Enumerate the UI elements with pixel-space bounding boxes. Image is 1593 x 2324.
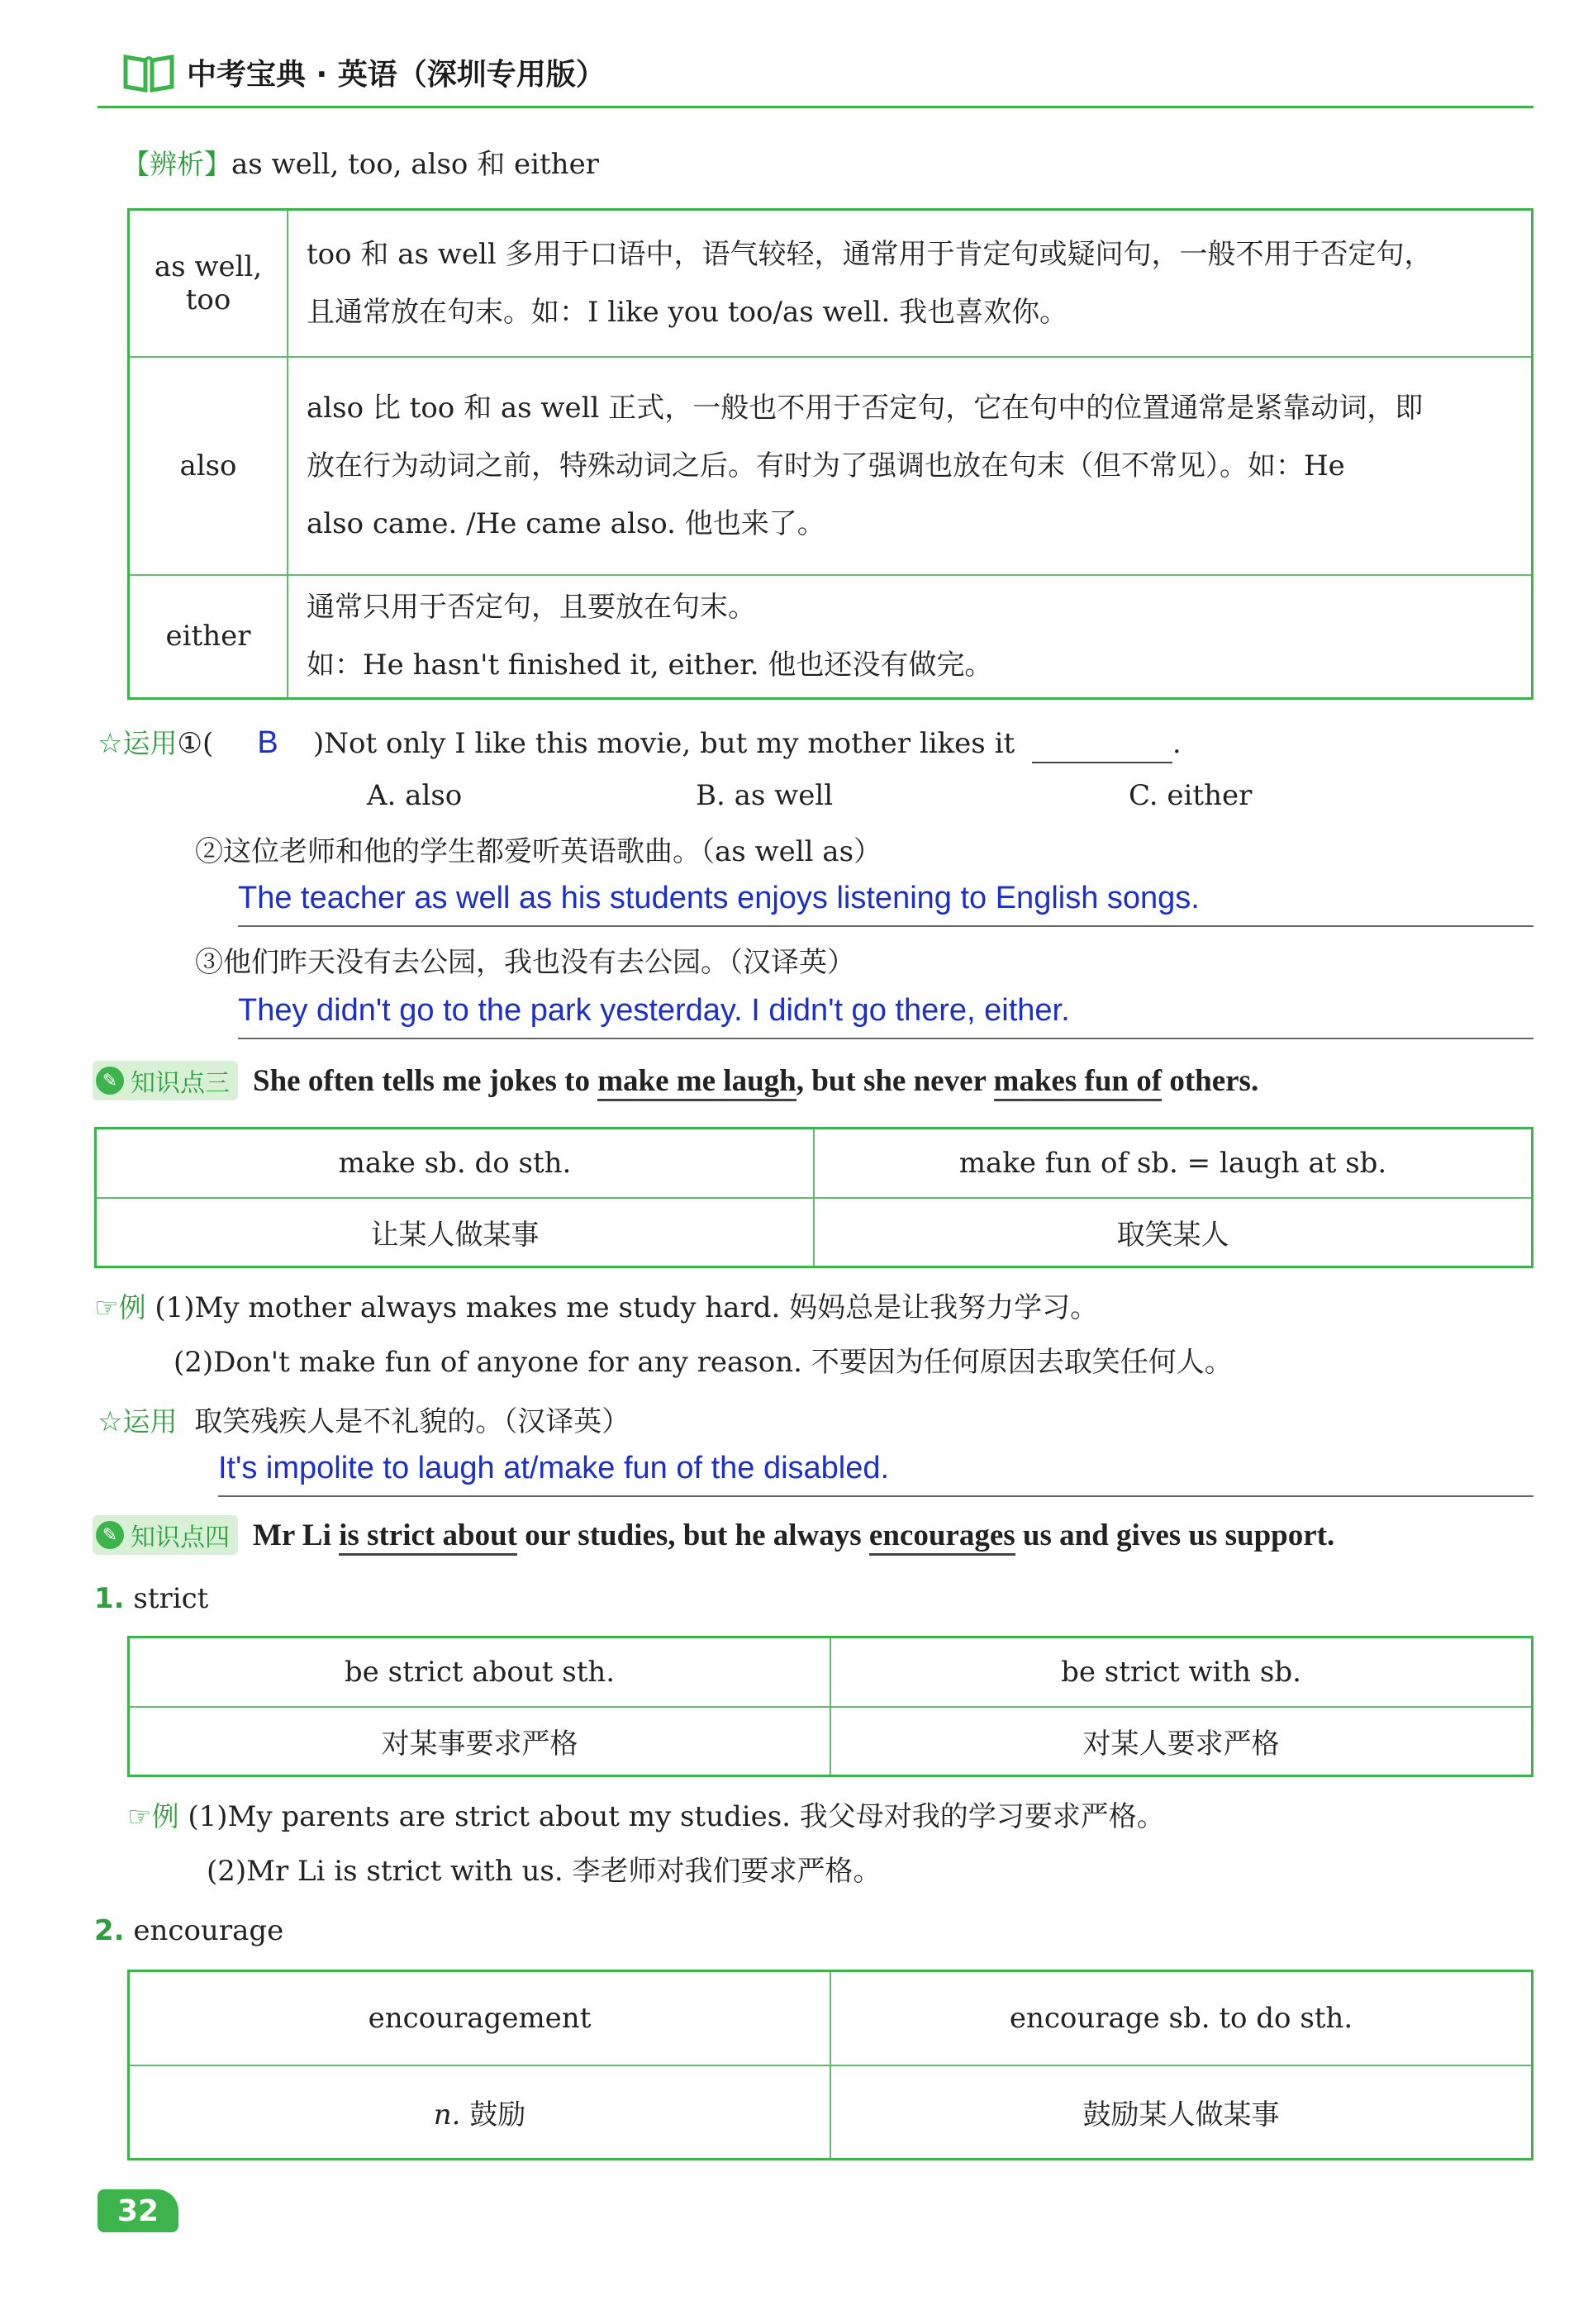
page-number: 32 bbox=[97, 2189, 178, 2232]
header-cell: make fun of sb. = laugh at sb. bbox=[814, 1129, 1533, 1198]
term-cell: either bbox=[129, 575, 288, 699]
desc-line: also came. /He came also. 他也来了。 bbox=[307, 506, 825, 540]
table-row bbox=[129, 575, 1533, 699]
kp4-table-1 bbox=[127, 1636, 1534, 1777]
kp3-underline-2: makes fun of bbox=[994, 1064, 1163, 1101]
kp4-underline-2: encourages bbox=[869, 1518, 1015, 1556]
kp4-heading bbox=[93, 1515, 1334, 1555]
kp4-example-1 bbox=[127, 1799, 1165, 1835]
kp3-s2: , but she never bbox=[796, 1063, 994, 1098]
kp3-table bbox=[94, 1127, 1534, 1268]
meaning-cell: 鼓励某人做某事 bbox=[830, 2065, 1533, 2160]
pointing-hand-icon: ☞ bbox=[127, 1800, 152, 1832]
example-label bbox=[94, 1291, 146, 1324]
desc-line: 通常只用于否定句，且要放在句末。 bbox=[307, 591, 756, 625]
desc-line: too 和 as well 多用于口语中，语气较轻，通常用于肯定句或疑问句，一般不用于否定句， bbox=[307, 237, 1433, 271]
practice-label: 运用 bbox=[122, 727, 178, 759]
kp4-section-2 bbox=[94, 1913, 283, 1949]
kp4-table-2 bbox=[127, 1970, 1534, 2160]
example-label-text: 例 bbox=[151, 1800, 179, 1832]
table-row bbox=[129, 1707, 1533, 1776]
desc-cell bbox=[288, 575, 1533, 699]
answer-line bbox=[218, 1495, 1534, 1497]
desc-line: also 比 too 和 as well 正式，一般也不用于否定句，它在句中的位置通常是紧靠动词，即 bbox=[307, 391, 1424, 425]
part-of-speech: n. bbox=[433, 2098, 461, 2132]
section-title: strict bbox=[133, 1582, 209, 1615]
header-cell: encouragement bbox=[129, 1971, 831, 2065]
section-number: 2. bbox=[94, 1914, 125, 1947]
analysis-title: as well, too, also 和 either bbox=[231, 148, 599, 181]
q3-answer: They didn't go to the park yesterday. I didn't go there, either. bbox=[238, 993, 1070, 1028]
kp3-badge-label: 知识点三 bbox=[131, 1069, 230, 1098]
analysis-title-line bbox=[122, 147, 599, 183]
kp3-s3: others. bbox=[1162, 1063, 1259, 1098]
kp4-sentence bbox=[253, 1518, 1334, 1553]
option-b: B. as well bbox=[696, 779, 834, 812]
practice-question: 取笑残疾人是不礼貌的。（汉译英） bbox=[194, 1405, 630, 1438]
kp4-s2: our studies, but he always bbox=[516, 1518, 869, 1552]
practice-label: 运用 bbox=[122, 1405, 178, 1438]
kp4-badge-label: 知识点四 bbox=[131, 1523, 230, 1552]
example-label-text: 例 bbox=[118, 1291, 146, 1324]
kp3-s1: She often tells me jokes to bbox=[253, 1063, 598, 1098]
desc-line: 如：He hasn't finished it, either. 他也还没有做完。 bbox=[307, 649, 993, 682]
section-title: encourage bbox=[133, 1914, 284, 1947]
answer-line bbox=[238, 925, 1534, 927]
meaning-cell bbox=[129, 2065, 831, 2160]
table-row bbox=[96, 1198, 1533, 1267]
meaning-cell: 对某事要求严格 bbox=[129, 1707, 831, 1776]
desc-line: 放在行为动词之前，特殊动词之后。有时为了强调也放在句末（但不常见）。如：He bbox=[307, 449, 1345, 482]
kp3-example-1 bbox=[94, 1290, 1098, 1326]
header-title: 中考宝典 · 英语（深圳专用版） bbox=[187, 58, 606, 92]
book-icon bbox=[122, 52, 175, 93]
header-cell: be strict about sth. bbox=[129, 1637, 831, 1707]
analysis-tag: 【辨析】 bbox=[122, 148, 231, 180]
table-row bbox=[96, 1129, 1533, 1198]
kp4-section-1 bbox=[94, 1581, 208, 1617]
practice-q1 bbox=[97, 724, 1182, 763]
example-text: (1)My parents are strict about my studies. 我父母对我的学习要求严格。 bbox=[188, 1800, 1165, 1833]
meaning-cell: 让某人做某事 bbox=[96, 1198, 815, 1267]
example-text: (1)My mother always makes me study hard. 妈妈总是让我努力学习。 bbox=[155, 1291, 1099, 1324]
kp3-underline-1: make me laugh bbox=[597, 1064, 796, 1101]
header-cell: be strict with sb. bbox=[830, 1637, 1533, 1707]
term-cell: also bbox=[129, 357, 288, 575]
header bbox=[122, 51, 606, 93]
q1-end: . bbox=[1172, 727, 1182, 760]
desc-line: 且通常放在句末。如：I like you too/as well. 我也喜欢你。 bbox=[307, 295, 1068, 329]
q1-answer: B bbox=[257, 725, 278, 760]
star-icon: ☆ bbox=[97, 1405, 123, 1438]
kp3-sentence bbox=[253, 1063, 1258, 1099]
kp3-practice bbox=[97, 1404, 630, 1440]
q1-text: )Not only I like this movie, but my mother likes it bbox=[313, 727, 1015, 760]
table-row bbox=[129, 357, 1533, 575]
practice-q2: ②这位老师和他的学生都爱听英语歌曲。（as well as） bbox=[195, 835, 882, 868]
kp4-s1: Mr Li bbox=[253, 1518, 340, 1552]
pencil-icon: ✎ bbox=[96, 1067, 124, 1095]
practice-q3: ③他们昨天没有去公园，我也没有去公园。（汉译英） bbox=[195, 946, 855, 979]
example-label bbox=[127, 1800, 179, 1832]
desc-cell bbox=[288, 210, 1533, 357]
kp3-badge bbox=[93, 1061, 238, 1100]
q2-answer: The teacher as well as his students enjoys listening to English songs. bbox=[238, 881, 1200, 915]
kp4-badge bbox=[93, 1515, 238, 1555]
kp3-example-2: (2)Don't make fun of anyone for any reason. 不要因为任何原因去取笑任何人。 bbox=[174, 1346, 1233, 1379]
desc-cell bbox=[288, 357, 1533, 575]
term-cell: as well, too bbox=[129, 210, 288, 357]
kp3-answer: It's impolite to laugh at/make fun of the disabled. bbox=[218, 1451, 890, 1485]
meaning-cell: 对某人要求严格 bbox=[830, 1707, 1533, 1776]
kp4-underline-1: is strict about bbox=[339, 1518, 517, 1556]
table-row bbox=[129, 2065, 1533, 2160]
table-row bbox=[129, 210, 1533, 357]
option-c: C. either bbox=[1129, 779, 1253, 812]
header-divider bbox=[97, 106, 1534, 108]
analysis-table bbox=[127, 208, 1534, 700]
header-cell: make sb. do sth. bbox=[96, 1129, 815, 1198]
pencil-icon: ✎ bbox=[96, 1521, 124, 1549]
answer-line bbox=[238, 1038, 1534, 1039]
table-row bbox=[129, 1637, 1533, 1707]
header-cell: encourage sb. to do sth. bbox=[830, 1971, 1533, 2065]
star-icon: ☆ bbox=[97, 727, 123, 760]
question-number: ①( bbox=[177, 727, 214, 760]
kp4-example-2: (2)Mr Li is strict with us. 李老师对我们要求严格。 bbox=[207, 1855, 882, 1888]
option-a: A. also bbox=[367, 779, 463, 812]
table-row bbox=[129, 1971, 1533, 2065]
meaning-text: 鼓励 bbox=[469, 2098, 526, 2132]
kp4-s3: us and gives us support. bbox=[1015, 1518, 1335, 1552]
pointing-hand-icon: ☞ bbox=[94, 1291, 119, 1324]
kp3-heading bbox=[93, 1061, 1258, 1100]
meaning-cell: 取笑某人 bbox=[814, 1198, 1533, 1267]
section-number: 1. bbox=[94, 1582, 125, 1615]
q1-blank bbox=[1032, 726, 1172, 763]
